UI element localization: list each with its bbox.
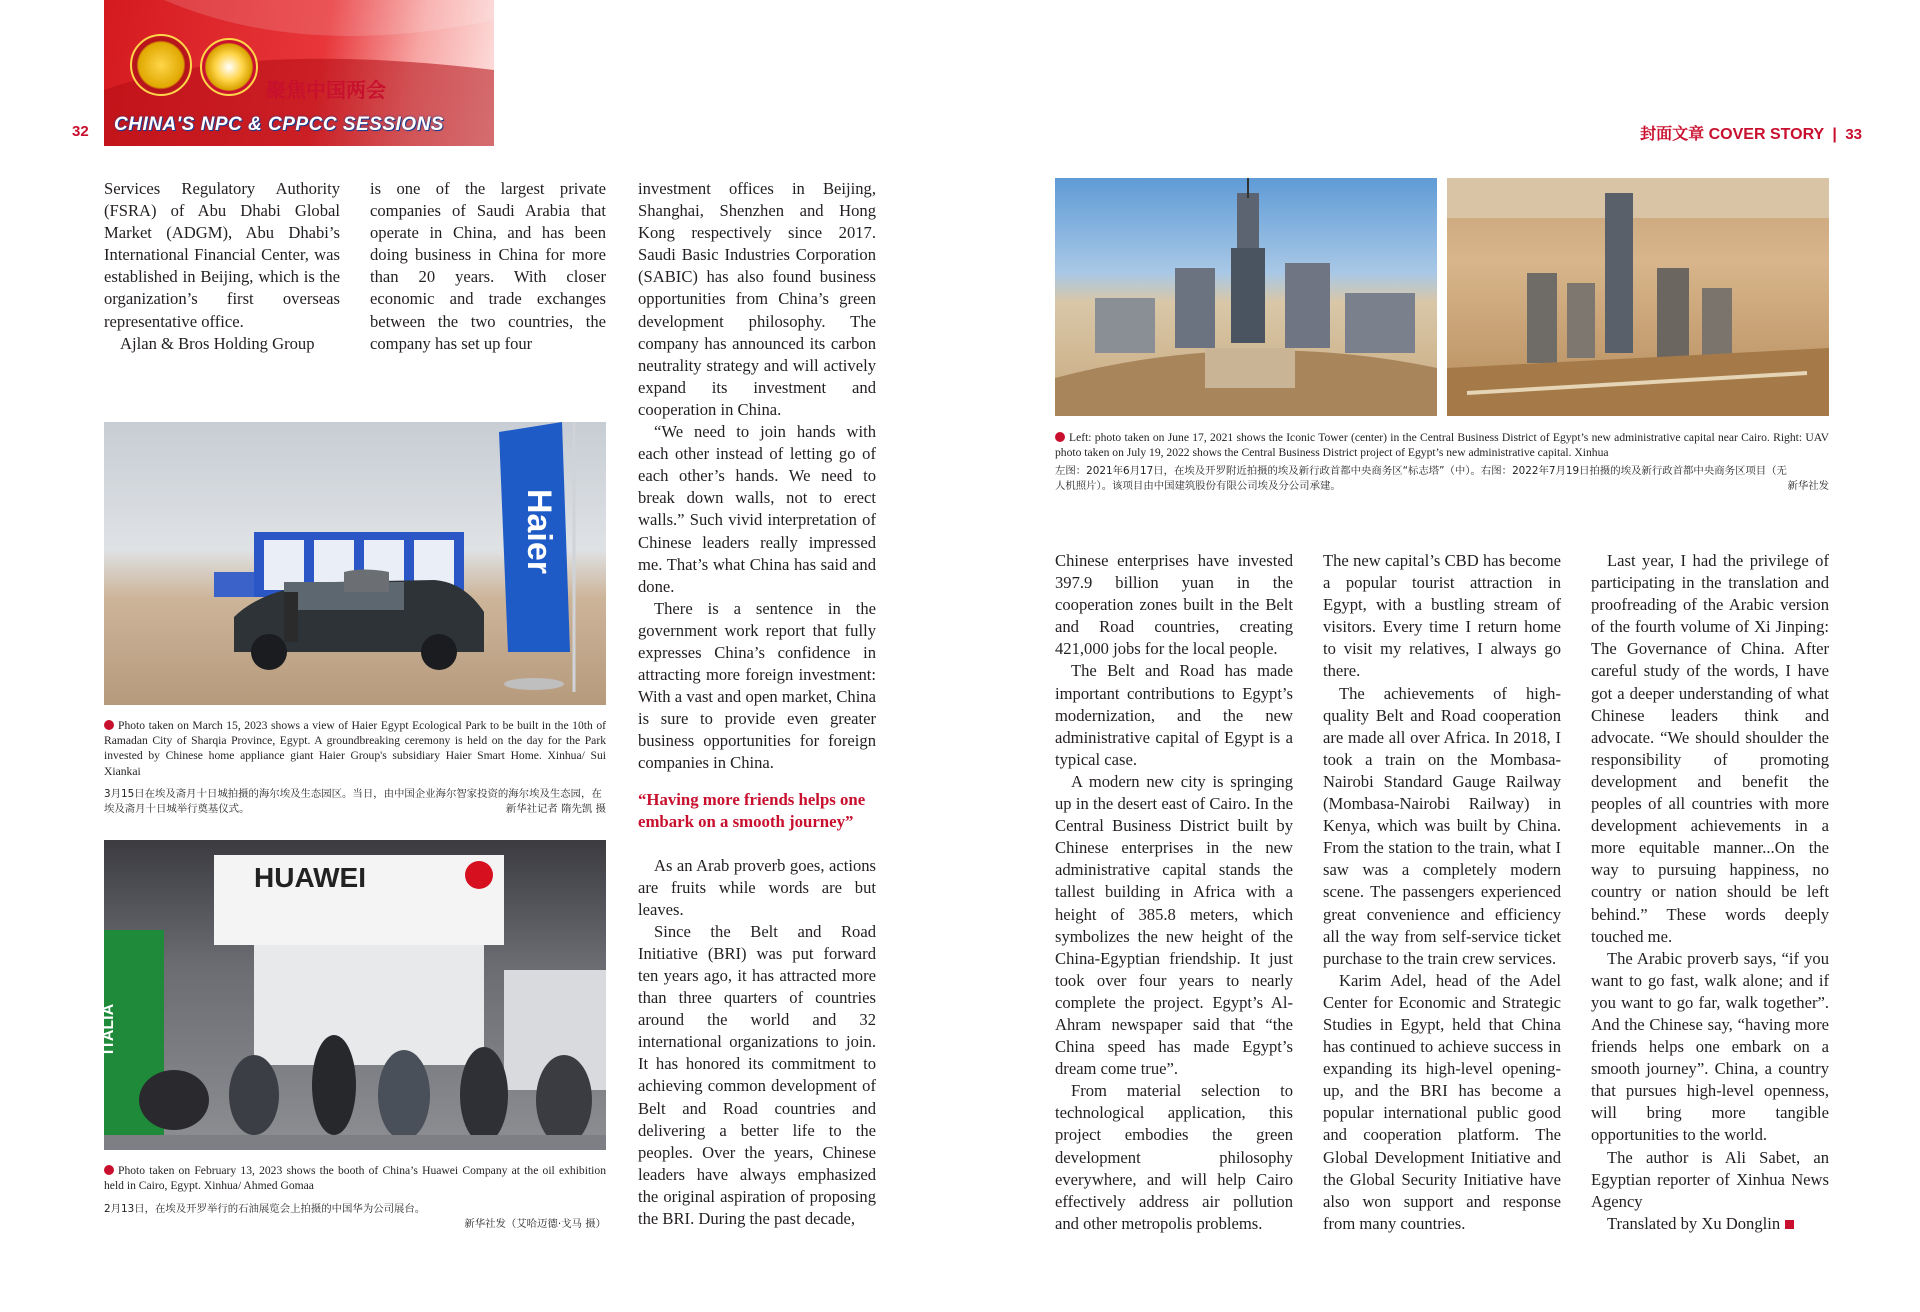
end-mark-icon [1785,1220,1794,1229]
column-4 [1055,550,1293,1235]
header-divider: | [1832,126,1837,143]
tower-photo-right [1447,178,1829,416]
tower-caption-en [1055,430,1829,460]
caption-cn-text: 2月13日，在埃及开罗举行的石油展览会上拍摄的中国华为公司展台。 [104,1203,426,1215]
paragraph: The Belt and Road has made important contributions to Egypt’s modernization, and the new administrative capital of Egypt is a typical case. [1055,661,1293,769]
italia-sign-text: ITALIA [100,1003,118,1055]
paragraph: investment offices in Beijing, Shanghai, Shenzhen and Hong Kong respectively since 2017. Saudi Basic Industries Corporation (SABIC) has also found business opportunities from China’s green development philosophy. The company has announced its carbon neutrality strategy and will actively expand its investment and cooperation in China. [638,179,876,419]
tower-photo-left [1055,178,1437,416]
caption-text: Photo taken on March 15, 2023 shows a view of Haier Egypt Ecological Park to be built in the 10th of Ramadan City of Sharqia Province, Egypt. A groundbreaking ceremony is held on the day for the Park invested by Chinese home appliance giant Haier Group's subsidiary Haier Smart Home. Xinhua/ Sui Xiankai [104,719,606,778]
paragraph: Services Regulatory Authority (FSRA) of Abu Dhabi Global Market (ADGM), Abu Dhabi’s International Financial Center, was established in Beijing, which is the organization’s first overseas representative office. [104,179,340,331]
section-label: 封面文章 COVER STORY [1640,126,1824,143]
huawei-photo [100,840,606,1150]
haier-photo [104,422,606,705]
paragraph: As an Arab proverb goes, actions are fruits while words are but leaves. [638,855,876,919]
haier-flag-text: Haier [520,488,559,575]
paragraph: Chinese enterprises have invested 397.9 billion yuan in the cooperation zones built in the Belt and Road countries, creating 421,000 jobs for the local people. [1055,551,1293,659]
huawei-caption-en [104,1163,606,1193]
huawei-sign-text: HUAWEI [254,862,366,893]
paragraph: Since the Belt and Road Initiative (BRI) was put forward ten years ago, it has attracted more than three quarters of countries around the world and 32 international organizations to join. It has honored its commitment to achieving common development of Belt and Road countries and delivering a better life to the peoples. Over the years, Chinese leaders have always emphasized the original aspiration of proposing the BRI. During the past decade, [638,921,876,1229]
caption-marker-icon [104,720,114,730]
haier-caption-cn [104,787,606,817]
tower-scene-left [1055,178,1437,416]
column-2 [370,178,606,355]
translator-credit: Translated by Xu Donglin [1607,1213,1781,1233]
paragraph: The Arabic proverb says, “if you want to go fast, walk alone; and if you want to go far, walk together”. And the Chinese say, “having more friends helps one embark on a smooth journey”. China, a country that pursues high-level openness, will bring more tangible opportunities to the world. [1591,948,1829,1145]
section-subheading: “Having more friends helps one embark on a smooth journey” [638,789,866,831]
caption-text: Left: photo taken on June 17, 2021 shows the Iconic Tower (center) in the Central Business District of Egypt’s new administrative capital near Cairo. Right: UAV photo taken on July 19, 2022 shows the Central Business District project of Egypt’s new administrative capital. Xinhua [1055,431,1829,460]
caption-marker-icon [104,1165,114,1175]
paragraph: Ajlan & Bros Holding Group [120,333,315,353]
paragraph: The achievements of high-quality Belt and Road cooperation are made all over Africa. In 2018, I took a train on the Mombasa-Nairobi Standard Gauge Railway (Mombasa-Nairobi Railway) in Kenya, which was built by China. From the station to the train, what I saw was a completely modern scene. The passengers experienced great convenience and efficiency all the way from self-service ticket purchase to the train crew services. [1323,683,1561,968]
right-header [1640,121,1862,144]
paragraph: is one of the largest private companies of Saudi Arabia that operate in China, and has been doing business in China for more than 20 years. With closer economic and trade exchanges between the two countries, the company has set up four [370,179,606,353]
haier-caption-en [104,718,606,779]
left-page-number: 32 [72,123,89,140]
column-3 [638,178,876,1230]
caption-marker-icon [1055,432,1065,442]
paragraph: From material selection to technological application, this project embodies the green development philosophy everywhere, and will help Cairo effectively address air pollution and other metropolis problems. [1055,1081,1293,1233]
caption-text: Photo taken on February 13, 2023 shows the booth of China’s Huawei Company at the oil exhibition held in Cairo, Egypt. Xinhua/ Ahmed Gomaa [104,1164,606,1193]
translator-line [1591,1213,1829,1235]
tower-caption-cn [1055,464,1829,494]
paragraph: The new capital’s CBD has become a popular tourist attraction in Egypt, with a bustling stream of visitors. Every time I return home to visit my relatives, I always go there. [1323,551,1561,681]
column-5 [1323,550,1561,1235]
column-1 [104,178,340,355]
paragraph: A modern new city is springing up in the desert east of Cairo. In the Central Business District built by Chinese enterprises in the new administrative capital stands the tallest building in Africa with a height of 385.8 meters, which symbolizes the new height of the China-Egyptian friendship. It just took over four years to nearly complete the project. Egypt’s Al-Ahram newspaper said that “the China speed has made Egypt’s dream come true”. [1055,771,1293,1079]
photo-credit: 新华社记者 隋先凯 摄 [505,803,606,815]
paragraph: Karim Adel, head of the Adel Center for Economic and Strategic Studies in Egypt, held that China has continued to achieve success in expanding its high-level opening-up, and the BRI has become a popular international public good and cooperation platform. The Global Development Initiative and the Global Security Initiative have also won support and response from many countries. [1323,970,1561,1233]
paragraph: The author is Ali Sabet, an Egyptian reporter of Xinhua News Agency [1591,1147,1829,1211]
huawei-caption-cn [104,1202,606,1232]
header-banner [104,0,494,146]
photo-credit: 新华社发（艾哈迈德·戈马 摄） [464,1218,606,1230]
caption-cn-text: 3月15日在埃及斋月十日城拍摄的海尔埃及生态园区。当日，由中国企业海尔智家投资的海尔埃及生态园，在埃及斋月十日城举行奠基仪式。 [104,788,602,815]
paragraph: “We need to join hands with each other instead of letting go of each other’s hands. We need to break down walls, not to erect walls.” Such vivid interpretation of Chinese leaders really impressed me. That’s what China has said and done. [638,422,876,596]
paragraph: Last year, I had the privilege of participating in the translation and proofreading of the Arabic version of the fourth volume of Xi Jinping: The Governance of China. After careful study of the words, I have got a deeper understanding of what Chinese leaders think and advocate. “We should shoulder the responsibility of promoting development and benefit the peoples of all countries with more development achievements in a more equitable manner...On the way to pursuing happiness, no country or nation should be left behind.” These words deeply touched me. [1591,551,1829,946]
paragraph: There is a sentence in the government work report that fully expresses China’s confidence in attracting more foreign investment: With a vast and open market, China is sure to provide even greater business opportunities for foreign companies in China. [638,598,876,773]
caption-cn-text: 左图：2021年6月17日，在埃及开罗附近拍摄的埃及新行政首都中央商务区“标志塔”（中）。右图：2022年7月19日拍摄的埃及新行政首都中央商务区项目（无人机照片）。该项目由中国建筑股份有限公司埃及分公司承建。 [1055,465,1787,492]
header-cn-title: 聚焦中国两会 [266,78,386,102]
header-en-title: CHINA'S NPC & CPPCC SESSIONS [114,114,444,135]
cppcc-emblem-icon [200,38,258,96]
photo-credit: 新华社发 [1787,480,1829,492]
column-6 [1591,550,1829,1235]
tower-scene-right [1447,178,1829,416]
right-page-number: 33 [1845,126,1862,143]
national-emblem-icon [130,34,192,96]
